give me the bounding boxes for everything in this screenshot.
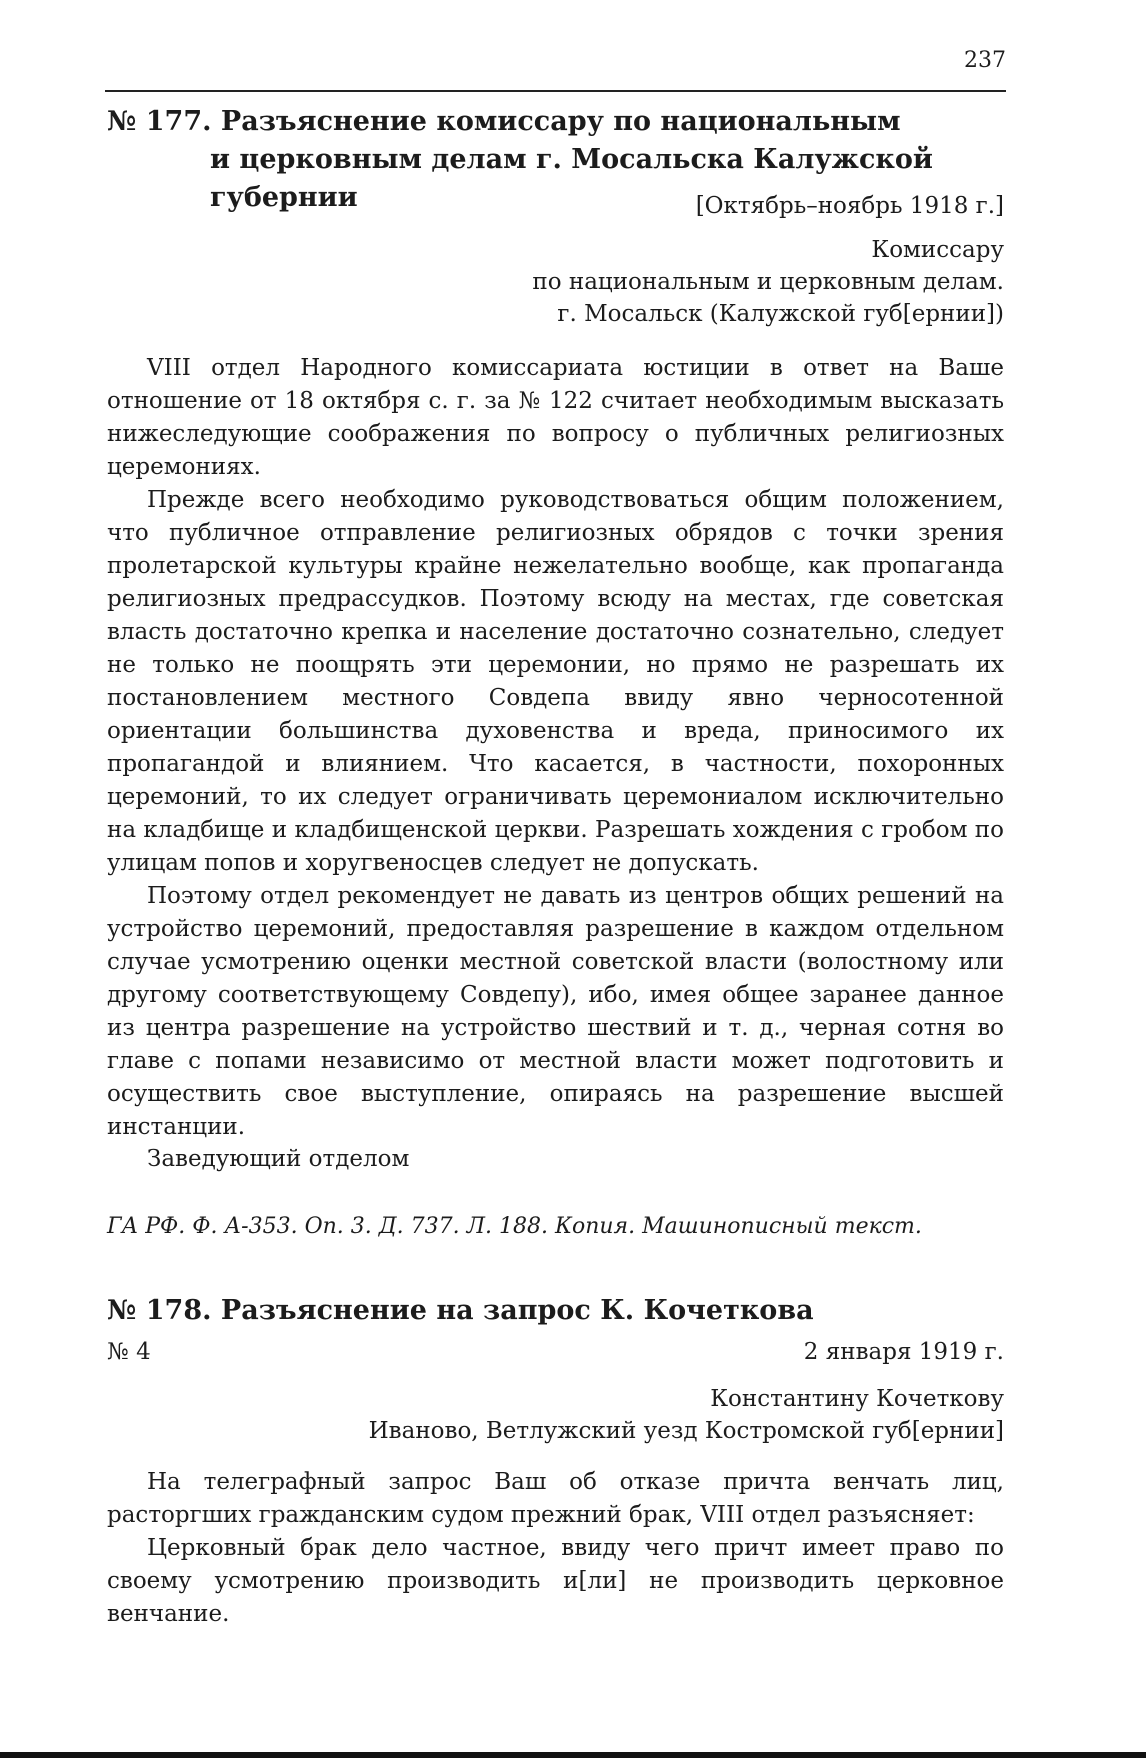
doc-178-body [107,1466,1004,1631]
addressee-line: г. Мосальск (Калужской губ[ернии]) [557,301,1004,327]
doc-177-title-line2: и церковным делам г. Мосальска Калужской губернии [210,144,933,213]
doc-177-body [107,352,1004,1144]
doc-178-number-date-row [107,1336,1004,1368]
addressee-line: Комиссару [871,237,1004,263]
paragraph: Прежде всего необходимо руководствоваться общим положением, что публичное отправление религиозных обрядов с точки зрения пролетарской культуры крайне нежелательно вообще, как пропаганда религиозных предрассудков. Поэтому всюду на местах, где советская власть достаточно крепка и население достаточно сознательно, следует не только не поощрять эти церемонии, но прямо не разрешать их постановлением местного Совдепа ввиду явно черносотенной ориентации большинства духовенства и вреда, приносимого их пропагандой и влиянием. Что касается, в частности, похоронных церемоний, то их следует ограничивать церемониалом исключительно на кладбище и кладбищенской церкви. Разрешать хождения с гробом по улицам попов и хоругвеносцев следует не допускать. [107,487,1004,876]
paragraph: Поэтому отдел рекомендует не давать из центров общих решений на устройство церемоний, предоставляя разрешение в каждом отдельном случае усмотрению оценки местной советской власти (волостному или другому соответствующему Совдепу), ибо, имея общее заранее данное из центра разрешение на устройство шествий и т. д., черная сотня во главе с попами независимо от местной власти может подготовить и осуществить свое выступление, опираясь на разрешение высшей инстанции. [107,883,1004,1140]
header-rule [105,90,1006,92]
doc-178-number: № 4 [107,1339,151,1365]
page-number: 237 [964,48,1006,73]
doc-177-date: [Октябрь–ноябрь 1918 г.] [695,193,1004,219]
paragraph: VIII отдел Народного комиссариата юстиции в ответ на Ваше отношение от 18 октября с. г. за № 122 считает необходимым высказать нижеследующие соображения по вопросу о публичных религиозных церемониях. [107,355,1004,480]
doc-178-addressee [107,1383,1004,1447]
addressee-line: по национальным и церковным делам. [532,269,1004,295]
addressee-line: Константину Кочеткову [710,1386,1004,1412]
doc-177-addressee [107,234,1004,330]
paragraph: На телеграфный запрос Ваш об отказе причта венчать лиц, расторгших гражданским судом прежний брак, VIII отдел разъясняет: [107,1469,1004,1528]
doc-178-title-text: № 178. Разъяснение на запрос К. Кочеткова [107,1295,814,1326]
doc-177-signature: Заведующий отделом [147,1146,410,1172]
addressee-line: Иваново, Ветлужский уезд Костромской губ[ернии] [368,1418,1004,1444]
paragraph: Церковный брак дело частное, ввиду чего причт имеет право по своему усмотрению производить и[ли] не производить церковное венчание. [107,1535,1004,1627]
doc-178-date: 2 января 1919 г. [803,1339,1004,1365]
doc-177-title-line1: № 177. Разъяснение комиссару по национальным [107,106,901,137]
doc-177-archive-source: ГА РФ. Ф. А-353. Оп. 3. Д. 737. Л. 188. Копия. Машинописный текст. [107,1214,922,1239]
scan-edge [0,1752,1146,1758]
doc-178-title [107,1292,1004,1330]
